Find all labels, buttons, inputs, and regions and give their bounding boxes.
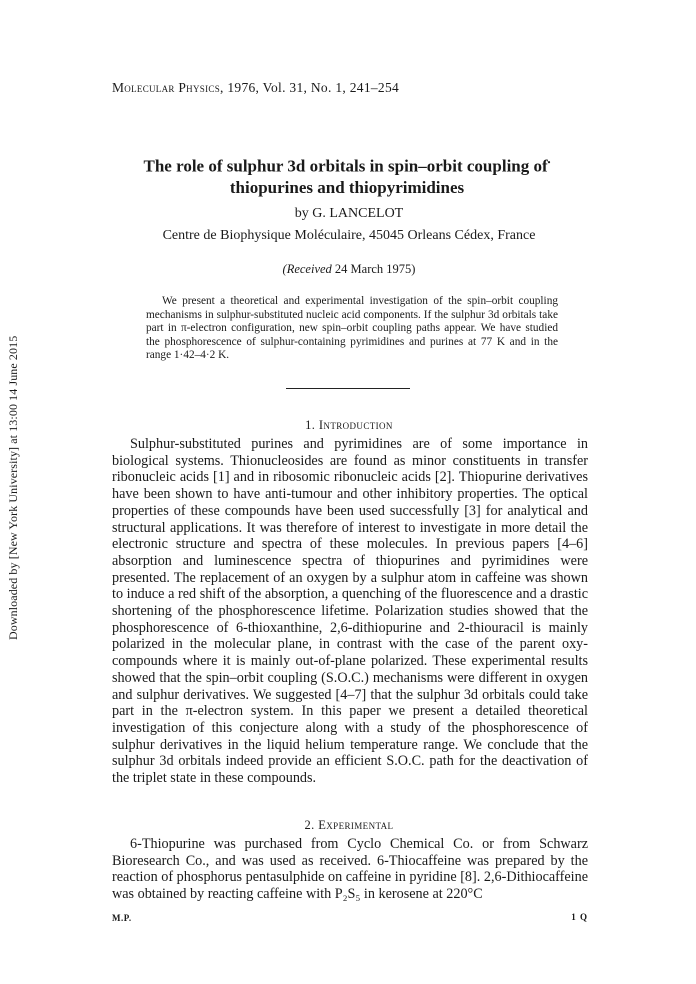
divider-rule [286, 388, 410, 389]
received-date [112, 262, 586, 277]
experimental-body [112, 836, 588, 903]
title-line-1: The role of sulphur 3d orbitals in spin–orbit coupling of [143, 156, 548, 176]
title-mark: • [547, 158, 551, 167]
introduction-body [112, 436, 588, 787]
title-line-2: thiopurines and thiopyrimidines [229, 177, 465, 197]
journal-volume: , 1976, Vol. 31, No. 1, 241–254 [220, 80, 400, 95]
abstract-text: We present a theoretical and experimental investigation of the spin–orbit coupling mechanisms in sulphur-substituted nucleic acid components. If the sulphur 3d orbitals take part in π-electron configuration, new spin–orbit coupling paths appear. We have studied the phosphorescence of sulphur-containing pyrimidines and purines at 77 K and in the range 1·42–4·2 K. [146, 295, 558, 361]
introduction-paragraph: Sulphur-substituted purines and pyrimidines are of some importance in biological systems. Thionucleosides are found as minor constituents in transfer ribonucleic acids [1] and in ribosomic ribonucleic acids [2]. Thiopurine derivatives have been shown to have anti-tumour and other inhibitory properties. The optical properties of these compounds have been used successfully [3] for analytical and structural applications. It was therefore of interest to investigate in more detail the electronic structure and spectra of these molecules. In previous papers [4–6] absorption and luminescence spectra of thiopurines and pyrimidines were presented. The replacement of an oxygen by a sulphur atom in caffeine was shown to induce a red shift of the absorption, a quenching of the fluorescence and a drastic shortening of the phosphorescence lifetime. Polarization studies showed that the phosphorescence of 6-thioxanthine, 2,6-dithiopurine and 2-thiouracil is mainly polarized in the molecular plane, in contrast with the case of the parent oxy-compounds where it is mainly out-of-plane polarized. These experimental results showed that the spin–orbit coupling (S.O.C.) mechanisms were different in oxygen and sulphur derivatives. We suggested [4–7] that the sulphur 3d orbitals could take part in the π-electron system. In this paper we present a detailed theoretical investigation of this conjecture along with a study of the phosphorescence of sulphur derivatives in the liquid helium temperature range. We conclude that the sulphur 3d orbitals indeed provide an efficient S.O.C. path for the deactivation of the triplet state in these compounds. [112, 436, 588, 787]
footer-journal-abbrev: M.P. [112, 913, 132, 923]
author-line: by G. LANCELOT [294, 206, 404, 221]
experimental-paragraph: 6-Thiopurine was purchased from Cyclo Chemical Co. or from Schwarz Bioresearch Co., and was used as received. 6-Thiocaffeine was prepared by the reaction of phosphorus pentasulphide on caffeine in pyridine [8]. 2,6-Dithiocaffeine was obtained by reacting caffeine with P₂S₅ in kerosene at 220°C [112, 836, 588, 903]
download-watermark: Downloaded by [New York University] at 13:00 14 June 2015 [6, 335, 20, 640]
footer-signature-mark: 1 Q [571, 912, 588, 922]
section-heading-experimental: 2. Experimental [304, 818, 394, 832]
abstract [146, 295, 558, 363]
section-heading-introduction: 1. Introduction [305, 418, 393, 432]
article-title [112, 152, 582, 198]
journal-citation [112, 80, 399, 96]
received-value: 24 March 1975) [331, 262, 416, 276]
affiliation: Centre de Biophysique Moléculaire, 45045 Orleans Cédex, France [162, 228, 536, 243]
received-label: (Received [282, 262, 332, 276]
journal-name: Molecular Physics [112, 80, 220, 95]
